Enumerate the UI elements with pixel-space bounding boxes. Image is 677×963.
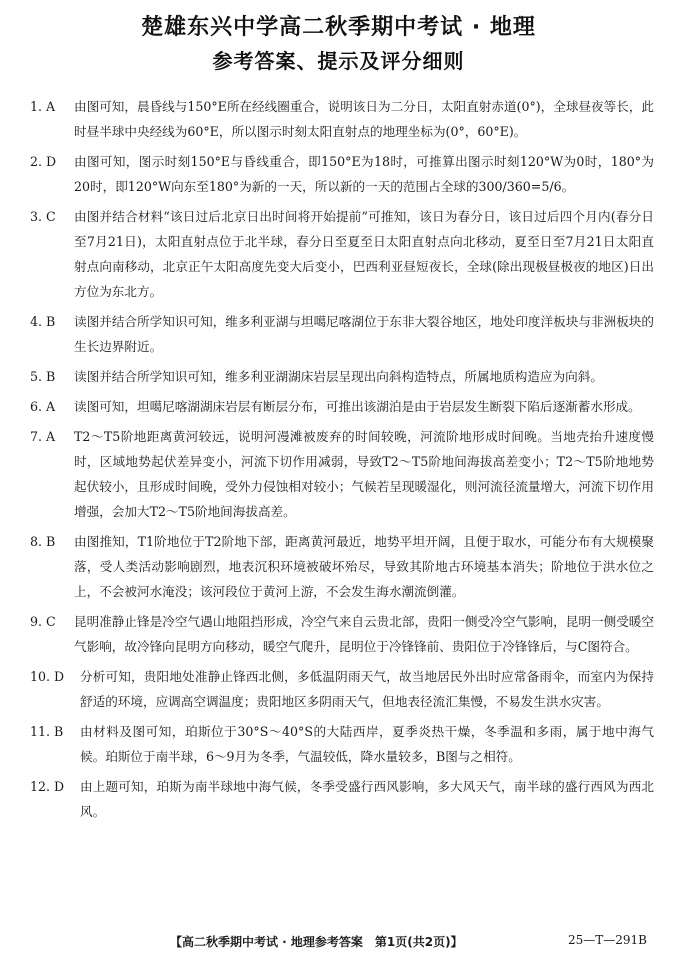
answer-number: 7. A (30, 429, 56, 444)
answer-explanation: 由图推知，T1阶地位于T2阶地下部，距离黄河最近，地势平坦开阔，且便于取水，可能分布有大规模聚落，受人类活动影响剧烈，地表沉积环境被破坏殆尽，导致其阶地古环境基本消失；阶地位于洪水位之上，不会被河水淹没；该河段位于黄河上游，不会发生海水潮流倒灌。 (74, 534, 654, 599)
answer-explanation: 由图并结合材料“该日过后北京日出时间将开始提前”可推知，该日为春分日，该日过后四个月内(春分日至7月21日)，太阳直射点位于北半球，春分日至夏至日太阳直射点向北移动，夏至日至7月21日太阳直射点向南移动，北京正午太阳高度先变大后变小，巴西利亚昼短夜长，全球(除出现极昼极夜的地区)日出方位为东北方。 (74, 209, 654, 299)
answer-number: 5. B (30, 369, 56, 384)
answer-item-3 (30, 204, 654, 304)
answer-number: 12. D (30, 779, 65, 794)
answer-number: 11. B (30, 724, 64, 739)
footer-page-info: 【高二秋季期中考试 · 地理参考答案 第1页(共2页)】 (170, 935, 463, 949)
answer-number: 1. A (30, 99, 56, 114)
answer-explanation: 由图可知，图示时刻150°E与昏线重合，即150°E为18时，可推算出图示时刻120°W为0时，180°为20时，即120°W向东至180°为新的一天，所以新的一天的范围占全球的300/360=5/6。 (74, 154, 654, 194)
answer-explanation: 读图并结合所学知识可知，维多利亚湖湖床岩层呈现出向斜构造特点，所属地质构造应为向斜。 (74, 369, 603, 384)
answer-item-2 (30, 149, 654, 199)
answer-item-4 (30, 309, 654, 359)
answer-number: 4. B (30, 314, 56, 329)
answers-list (30, 94, 654, 829)
page-footer (0, 933, 677, 953)
answer-number: 9. C (30, 614, 56, 629)
footer-paper-code: 25—T—291B (568, 933, 647, 947)
answer-item-11 (30, 719, 654, 769)
page-subtitle: 参考答案、提示及评分细则 (212, 49, 465, 73)
answer-item-9 (30, 609, 654, 659)
answer-explanation: 由材料及图可知，珀斯位于30°S～40°S的大陆西岸，夏季炎热干燥，冬季温和多雨，属于地中海气候。珀斯位于南半球，6～9月为冬季，气温较低，降水量较多，B图与之相符。 (80, 724, 654, 764)
answer-item-6 (30, 394, 654, 419)
answer-number: 8. B (30, 534, 56, 549)
answer-explanation: 读图可知，坦噶尼喀湖湖床岩层有断层分布，可推出该湖泊是由于岩层发生断裂下陷后逐渐蓄水形成。 (74, 399, 641, 414)
answer-number: 2. D (30, 154, 57, 169)
answer-item-12 (30, 774, 654, 824)
answer-explanation: 分析可知，贵阳地处准静止锋西北侧，多低温阴雨天气，故当地居民外出时应常备雨伞，而室内为保持舒适的环境，应调高空调温度；贵阳地区多阴雨天气，但地表径流汇集慢，不易发生洪水灾害。 (80, 669, 654, 709)
answer-explanation: 读图并结合所学知识可知，维多利亚湖与坦噶尼喀湖位于东非大裂谷地区，地处印度洋板块与非洲板块的生长边界附近。 (74, 314, 654, 354)
answer-number: 10. D (30, 669, 65, 684)
answer-item-1 (30, 94, 654, 144)
answer-explanation: T2～T5阶地距离黄河较远，说明河漫滩被废弃的时间较晚，河流阶地形成时间晚。当地壳抬升速度慢时，区域地势起伏差异变小，河流下切作用减弱，导致T2～T5阶地间海拔高差变小；T2～T5阶地地势起伏较小，且形成时间晚，受外力侵蚀相对较小；气候若呈现暖湿化，则河流径流量增大，河流下切作用增强，会加大T2～T5阶地间海拔高差。 (74, 429, 654, 519)
answer-number: 6. A (30, 399, 56, 414)
answer-explanation: 由上题可知，珀斯为南半球地中海气候，冬季受盛行西风影响，多大风天气，南半球的盛行西风为西北风。 (80, 779, 654, 819)
answer-item-10 (30, 664, 654, 714)
answer-explanation: 昆明准静止锋是冷空气遇山地阻挡形成，冷空气来自云贵北部，贵阳一侧受冷空气影响，昆明一侧受暖空气影响，故冷锋向昆明方向移动，暖空气爬升，昆明位于冷锋锋前、贵阳位于冷锋锋后，与C图符合。 (74, 614, 654, 654)
answer-number: 3. C (30, 209, 56, 224)
answer-item-5 (30, 364, 654, 389)
answer-explanation: 由图可知，晨昏线与150°E所在经线圈重合，说明该日为二分日，太阳直射赤道(0°)，全球昼夜等长，此时昼半球中央经线为60°E，所以图示时刻太阳直射点的地理坐标为(0°，60°E)。 (74, 99, 655, 139)
page-title: 楚雄东兴中学高二秋季期中考试 · 地理 (141, 15, 536, 40)
answer-item-7 (30, 424, 654, 524)
answer-item-8 (30, 529, 654, 604)
